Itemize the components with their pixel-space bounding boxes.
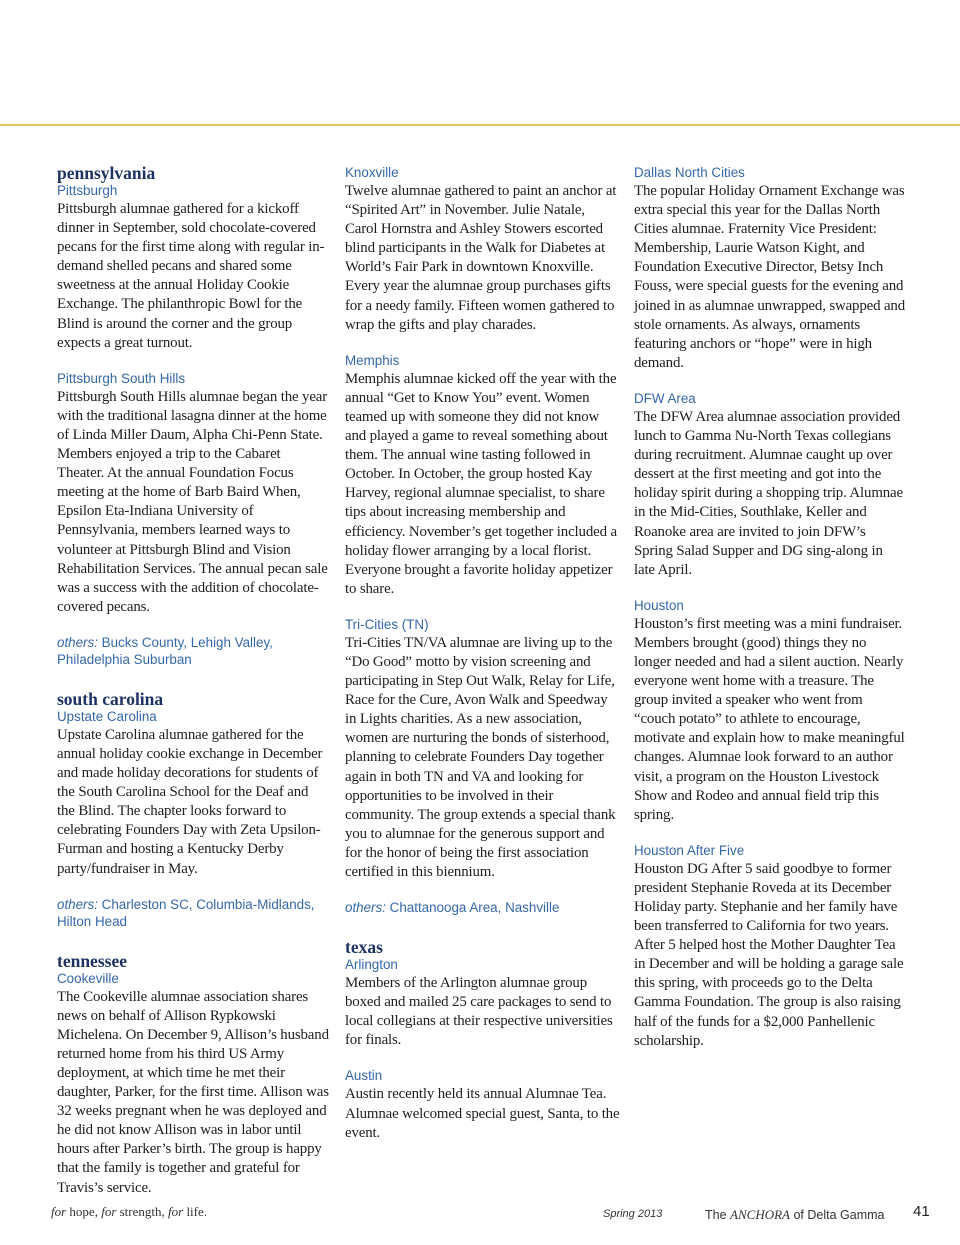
chapter-name-pittsburgh: Pittsburgh (57, 183, 118, 198)
chapter-text-dfw-area: The DFW Area alumnae association provided lunch to Gamma Nu-North Texas collegians during recruitment. Alumnae caught up over dessert at the first meeting and got into the holiday spirit during a shopping trip. Alumnae in the Mid-Cities, Southlake, Keller and Roanoke area are invited to join DFW’s Spring Salad Supper and DG sing-along in late April. (634, 408, 903, 578)
header-rule (0, 124, 960, 126)
column-middle (345, 164, 620, 1143)
others-south-carolina: others: Charleston SC, Columbia-Midlands, Hilton Head (57, 896, 315, 929)
chapter-text-memphis: Memphis alumnae kicked off the year with the annual “Get to Know You” event. Women teamed up with someone they did not know and played a game to reveal something about them. The annual wine tasting followed in October. In October, the group hosted Kay Harvey, regional alumnae specialist, to share tips about increasing membership and efficiency. November’s get together included a holiday flower arranging by a local florist. Everyone brought a favorite holiday appetizer to share. (345, 370, 617, 597)
chapter-name-cookeville: Cookeville (57, 970, 119, 986)
state-heading-south-carolina: south carolina (57, 688, 164, 709)
others-tennessee: others: Chattanooga Area, Nashville (345, 900, 560, 916)
chapter-text-houston: Houston’s first meeting was a mini fundraiser. Members brought (good) things they no longer needed and had a silent auction. Nearly everyone went home with a treasure. The group invited a speaker who went from “couch potato” to athlete to encourage, motivate and explain how to make meaningful changes. Alumnae look forward to an author visit, a program on the Houston Livestock Show and Rodeo and annual field trip this spring. (634, 615, 905, 823)
chapter-text-upstate-carolina: Upstate Carolina alumnae gathered for the annual holiday cookie exchange in December and made holiday decorations for students of the South Carolina School for the Deaf and the Blind. The chapter looks forward to celebrating Founders Day with Zeta Upsilon-Furman and hosting a Kentucky Derby party/fundraiser in May. (57, 726, 323, 877)
column-left (57, 164, 329, 1198)
chapter-name-pittsburgh-south-hills: Pittsburgh South Hills (57, 370, 186, 386)
others-pennsylvania: others: Bucks County, Lehigh Valley, Philadelphia Suburban (57, 634, 273, 667)
chapter-name-arlington: Arlington (345, 957, 398, 973)
chapter-name-upstate-carolina: Upstate Carolina (57, 708, 157, 724)
chapter-text-cookeville: The Cookeville alumnae association shares news on behalf of Allison Rypkowski Michelena. On December 9, Allison’s husband returned home from his third US Army deployment, at which time he met their daughter, Parker, for the first time. Allison was 32 weeks pregnant when he was deployed and he did not know Allison was in labor until hours after Parker’s birth. The group is happy that the family is together and grateful for Travis’s service. (57, 988, 329, 1196)
chapter-text-pittsburgh-south-hills: Pittsburgh South Hills alumnae began the year with the traditional lasagna dinner at the home of Linda Miller Daum, Alpha Chi-Penn State. Members enjoyed a trip to the Cabaret Theater. At the annual Foundation Focus meeting at the home of Barb Baird When, Epsilon Eta-Indiana University of Pennsylvania, members learned ways to volunteer at Pittsburgh Blind and Vision Rehabilitation Services. The annual pecan sale was a success with the addition of chocolate-covered pecans. (57, 388, 328, 615)
page-number: 41 (913, 1203, 930, 1220)
chapter-name-dfw-area: DFW Area (634, 390, 696, 406)
chapter-text-arlington: Members of the Arlington alumnae group boxed and mailed 25 care packages to send to local collegians at their respective universities for finals. (345, 975, 613, 1049)
footer-issue-date: Spring 2013 (603, 1208, 663, 1220)
chapter-name-knoxville: Knoxville (345, 165, 399, 180)
state-heading-pennsylvania: pennsylvania (57, 163, 156, 183)
column-right (634, 164, 906, 1051)
chapter-name-houston-after-five: Houston After Five (634, 842, 745, 858)
chapter-text-dallas-north-cities: The popular Holiday Ornament Exchange was extra special this year for the Dallas North Cities alumnae. Fraternity Vice President: Membership, Laurie Watson Kight, and Foundation Executive Director, Betsy Inch Fouss, were special guests for the evening and joined in as alumnae unwrapped, swapped and stole ornaments. As always, ornaments featuring anchors or “hope” were in high demand. (634, 183, 906, 371)
state-heading-texas: texas (345, 937, 383, 958)
footer-motto: for hope, for strength, for life. (51, 1204, 208, 1219)
chapter-text-knoxville: Twelve alumnae gathered to paint an anchor at “Spirited Art” in November. Julie Natale, Carol Hornstra and Ashley Stowers escorted blind participants in the Walk for Diabetes at World’s Fair Park in downtown Knoxville. Every year the alumnae group purchases gifts for a needy family. Fifteen women gathered to wrap the gifts and play charades. (345, 183, 617, 333)
chapter-name-austin: Austin (345, 1068, 383, 1084)
chapter-text-austin: Austin recently held its annual Alumnae Tea. Alumnae welcomed special guest, Santa, to the event. (345, 1086, 620, 1141)
chapter-name-dallas-north-cities: Dallas North Cities (634, 165, 745, 180)
chapter-text-houston-after-five: Houston DG After 5 said goodbye to former president Stephanie Roveda at its December Holiday party. Stephanie and her family have been transferred to California for two years. After 5 helped host the Mother Daughter Tea in December and will be holding a garage sale this spring, with proceeds go to the Delta Gamma Foundation. The group is also raising half of the funds for a $2,000 Panhellenic scholarship. (634, 860, 904, 1049)
state-heading-tennessee: tennessee (57, 950, 127, 971)
chapter-text-pittsburgh: Pittsburgh alumnae gathered for a kickoff dinner in September, sold chocolate-covered pecans for the first time along with regular in-demand shelled pecans and shared some sweetness at the annual Holiday Cookie Exchange. The philanthropic Bowl for the Blind is around the corner and the group expects a great turnout. (57, 201, 325, 351)
chapter-text-tri-cities: Tri-Cities TN/VA alumnae are living up to the “Do Good” motto by vision screening and participating in Step Out Walk, Relay for Life, Race for the Cure, Avon Walk and Speedway in Lights charities. As a new association, women are nurturing the bonds of sisterhood, planning to celebrate Founders Day together again in both TN and VA and looking for opportunities to be involved in their community. The group extends a special thank you to alumnae for the generous support and for the honor of being the first association certified in this biennium. (345, 634, 616, 880)
footer-magazine-title: The ANCHORA of Delta Gamma (705, 1207, 885, 1222)
chapter-name-tri-cities: Tri-Cities (TN) (345, 616, 429, 632)
chapter-name-memphis: Memphis (345, 352, 400, 368)
chapter-name-houston: Houston (634, 597, 684, 613)
